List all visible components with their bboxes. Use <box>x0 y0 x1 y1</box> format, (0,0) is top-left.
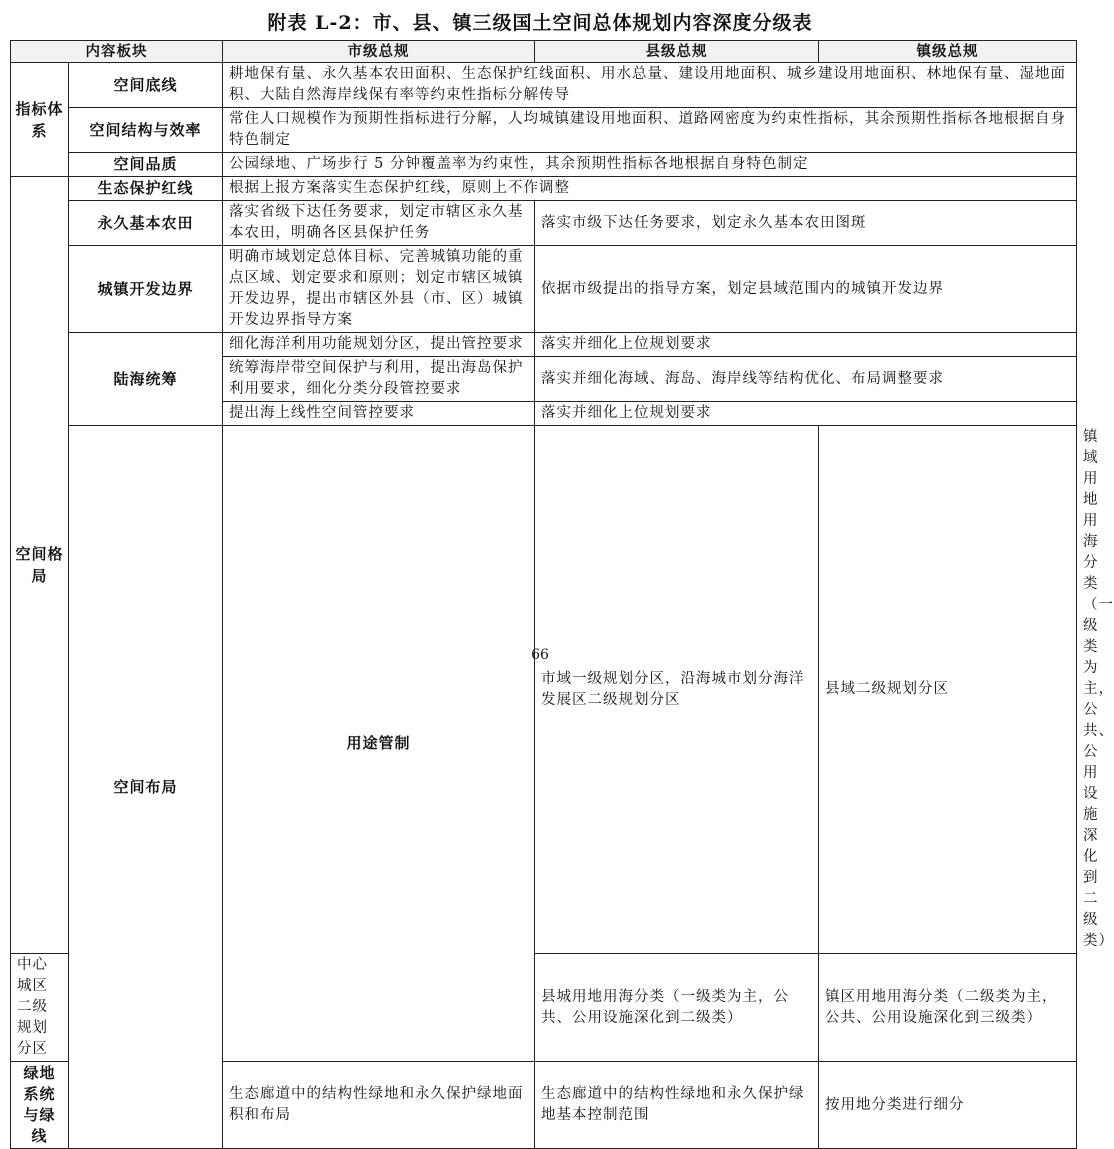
row-label-green: 绿地系统与绿线 <box>11 1062 69 1149</box>
farm-city: 落实省级下达任务要求，划定市辖区永久基本农田，明确各区县保护任务 <box>223 201 535 246</box>
use-county-2: 县城用地用海分类（一级类为主，公共、公用设施深化到二级类） <box>535 954 819 1062</box>
urban-city: 明确市域划定总体目标、完善城镇功能的重点区域、划定要求和原则；划定市辖区城镇开发边界，提出市辖区外县（市、区）城镇开发边界指导方案 <box>223 246 535 333</box>
row-label-farm: 永久基本农田 <box>69 201 223 246</box>
table-row <box>11 108 1077 153</box>
header-town: 镇级总规 <box>819 41 1077 63</box>
use-city-1: 市域一级规划分区，沿海城市划分海洋发展区二级规划分区 <box>535 426 819 954</box>
use-city-2: 中心城区二级规划分区 <box>11 954 69 1062</box>
table-row <box>11 153 1077 177</box>
structure-text: 常住人口规模作为预期性指标进行分解，人均城镇建设用地面积、道路网密度为约束性指标，其余预期性指标各地根据自身特色制定 <box>223 108 1077 153</box>
header-county: 县级总规 <box>535 41 819 63</box>
header-row <box>11 41 1077 63</box>
planning-depth-table <box>10 40 1114 1149</box>
landsea-county-3: 落实并细化上位规划要求 <box>535 402 1077 426</box>
landsea-county-2: 落实并细化海域、海岛、海岸线等结构优化、布局调整要求 <box>535 357 1077 402</box>
green-town: 按用地分类进行细分 <box>819 1062 1077 1149</box>
row-label-baseline: 空间底线 <box>69 63 223 108</box>
urban-county: 依据市级提出的指导方案，划定县域范围内的城镇开发边界 <box>535 246 1077 333</box>
baseline-text: 耕地保有量、永久基本农田面积、生态保护红线面积、用水总量、建设用地面积、城乡建设用地面积、林地保有量、湿地面积、大陆自然海岸线保有率等约束性指标分解传导 <box>223 63 1077 108</box>
landsea-city-1: 细化海洋利用功能规划分区，提出管控要求 <box>223 333 535 357</box>
green-county: 生态廊道中的结构性绿地和永久保护绿地基本控制范围 <box>535 1062 819 1149</box>
row-label-urban: 城镇开发边界 <box>69 246 223 333</box>
table-row <box>11 246 1077 333</box>
table-row: 空间布局 用途管制 市域一级规划分区，沿海城市划分海洋发展区二级规划分区 县域二级规划分区 镇域用地用海分类（一级类为主，公共、公用设施深化到二级类） <box>11 426 1077 954</box>
category-indicators: 指标体系 <box>11 63 69 177</box>
green-city: 生态廊道中的结构性绿地和永久保护绿地面积和布局 <box>223 1062 535 1149</box>
row-label-landsea: 陆海统筹 <box>69 333 223 426</box>
header-content-block: 内容板块 <box>11 41 223 63</box>
landsea-county-1: 落实并细化上位规划要求 <box>535 333 1077 357</box>
use-town-2: 镇区用地用海分类（二级类为主，公共、公用设施深化到三级类） <box>819 954 1077 1062</box>
landsea-city-3: 提出海上线性空间管控要求 <box>223 402 535 426</box>
table-row <box>11 177 1077 201</box>
table-title: 附表 L-2：市、县、镇三级国土空间总体规划内容深度分级表 <box>267 12 813 34</box>
farm-county: 落实市级下达任务要求，划定永久基本农田图斑 <box>535 201 1077 246</box>
category-pattern: 空间格局 <box>11 177 69 954</box>
eco-text: 根据上报方案落实生态保护红线，原则上不作调整 <box>223 177 1077 201</box>
landsea-city-2: 统筹海岸带空间保护与利用，提出海岛保护利用要求，细化分类分段管控要求 <box>223 357 535 402</box>
table-row <box>11 333 1077 357</box>
row-label-use: 用途管制 <box>223 426 535 1062</box>
category-layout: 空间布局 <box>69 426 223 1149</box>
row-label-structure: 空间结构与效率 <box>69 108 223 153</box>
header-city: 市级总规 <box>223 41 535 63</box>
use-county-1: 县域二级规划分区 <box>819 426 1077 954</box>
row-label-eco: 生态保护红线 <box>69 177 223 201</box>
table-row <box>11 63 1077 108</box>
quality-text: 公园绿地、广场步行 5 分钟覆盖率为约束性，其余预期性指标各地根据自身特色制定 <box>223 153 1077 177</box>
table-row <box>11 201 1077 246</box>
row-label-quality: 空间品质 <box>69 153 223 177</box>
page-number: 66 <box>531 647 549 663</box>
